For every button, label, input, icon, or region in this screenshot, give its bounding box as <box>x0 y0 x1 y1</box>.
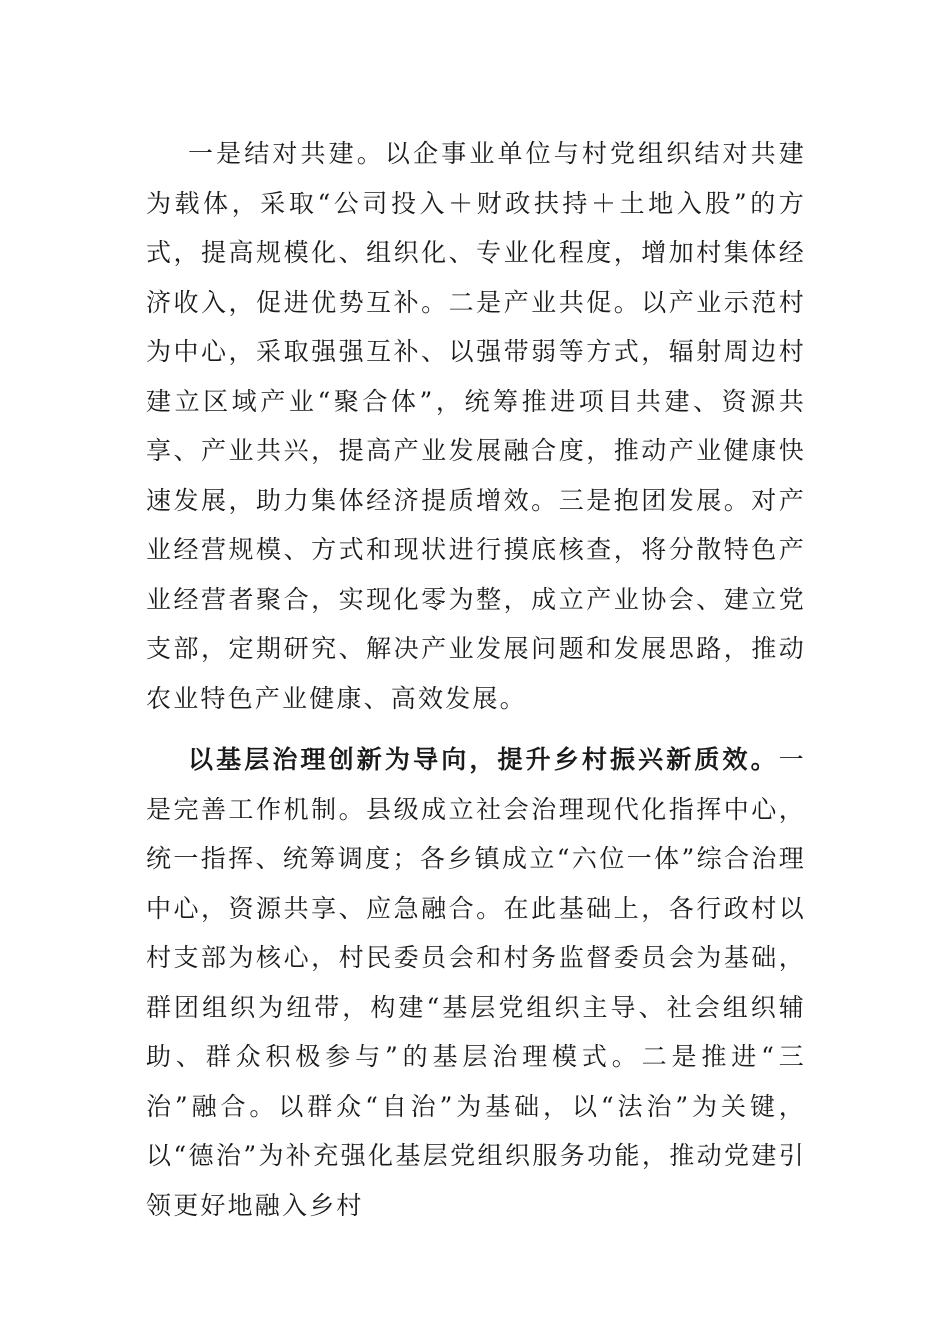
paragraph-2 <box>146 735 806 1230</box>
paragraph-2-body: 一是完善工作机制。县级成立社会治理现代化指挥中心，统一指挥、统筹调度；各乡镇成立“六位一体”综合治理中心，资源共享、应急融合。在此基础上，各行政村以村支部为核心，村民委员会和村务监督委员会为基础，群团组织为纽带，构建“基层党组织主导、社会组织辅助、群众积极参与”的基层治理模式。二是推进“三治”融合。以群众“自治”为基础，以“法治”为关键，以“德治”为补充强化基层党组织服务功能，推动党建引领更好地融入乡村 <box>146 745 806 1220</box>
paragraph-block-2 <box>146 735 806 1230</box>
paragraph-block-1 <box>146 129 806 723</box>
paragraph-2-lead: 以基层治理创新为导向，提升乡村振兴新质效。 <box>188 745 779 774</box>
paragraph-1 <box>146 129 806 723</box>
paragraph-1-body: 一是结对共建。以企事业单位与村党组织结对共建为载体，采取“公司投入＋财政扶持＋土地入股”的方式，提高规模化、组织化、专业化程度，增加村集体经济收入，促进优势互补。二是产业共促。以产业示范村为中心，采取强强互补、以强带弱等方式，辐射周边村建立区域产业“聚合体”，统筹推进项目共建、资源共享、产业共兴，提高产业发展融合度，推动产业健康快速发展，助力集体经济提质增效。三是抱团发展。对产业经营规模、方式和现状进行摸底核查，将分散特色产业经营者聚合，实现化零为整，成立产业协会、建立党支部，定期研究、解决产业发展问题和发展思路，推动农业特色产业健康、高效发展。 <box>146 139 806 713</box>
